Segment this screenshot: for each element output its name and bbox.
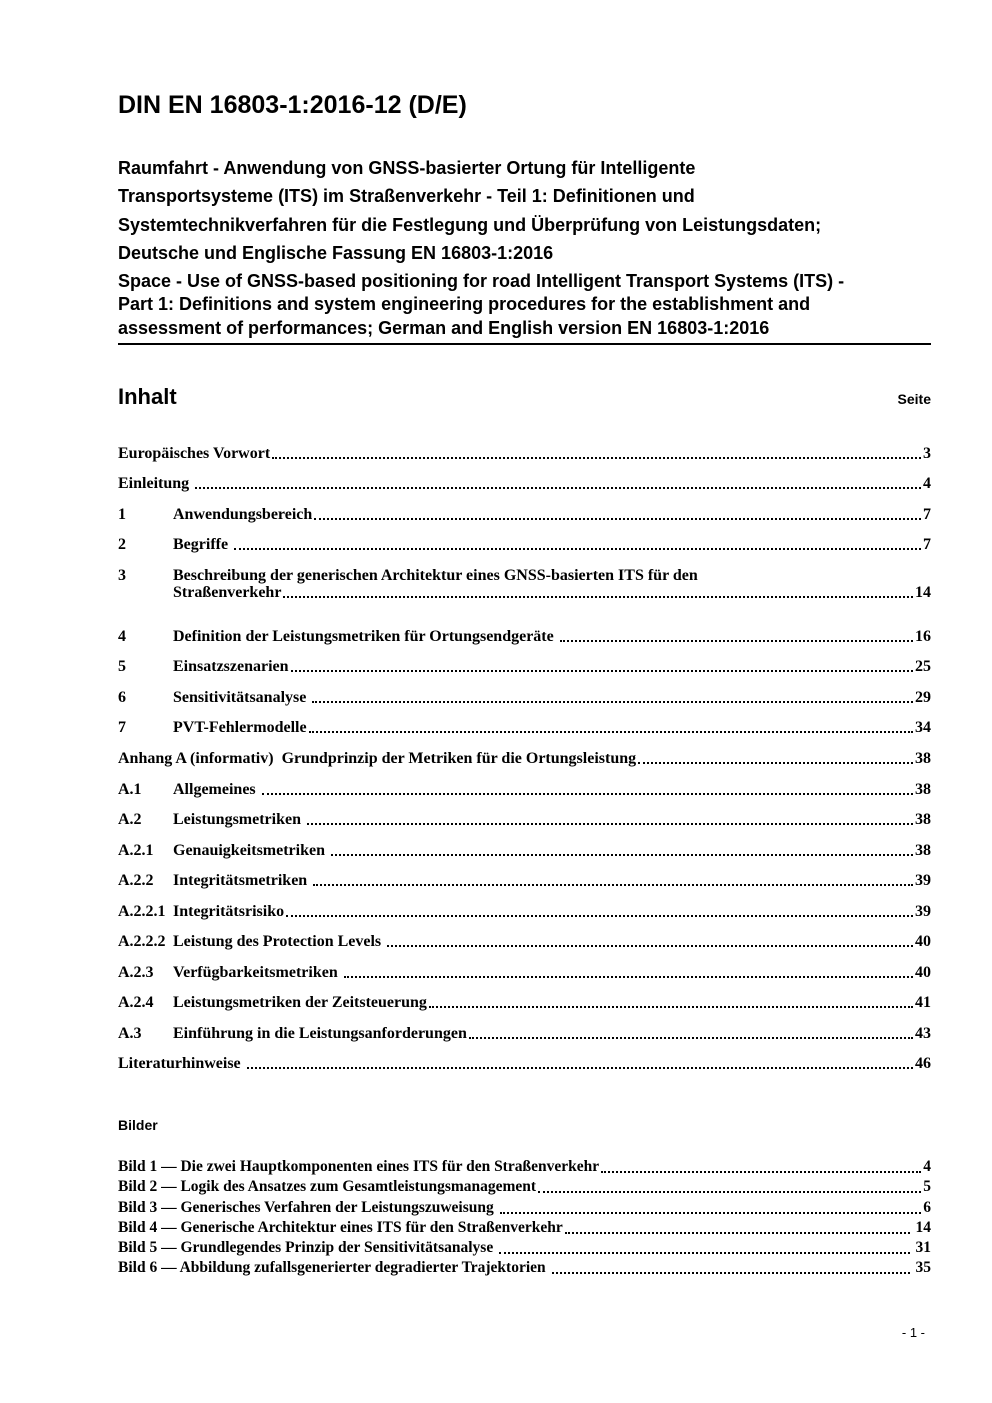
figure-list [118,1156,931,1277]
toc-entry [118,951,931,982]
toc-entry-title: PVT-Fehlermodelle [173,719,307,737]
toc-entry [118,707,931,738]
toc-entry-title: Integritätsmetriken [173,872,312,890]
toc-entry [118,890,931,921]
toc-entry-number: A.2 [118,811,142,829]
toc-entry-page: 7 [923,505,931,523]
toc-entry-page: 38 [915,811,931,829]
toc-entry-page: 39 [915,902,931,920]
title-german-line: Deutsche und Englische Fassung EN 16803-1:2016 [118,242,554,263]
toc-leader-dots [309,731,913,733]
toc-entry [118,432,931,463]
figure-entry-page: 14 [911,1218,931,1236]
toc-leader-dots [312,701,913,703]
toc-leader-dots [262,793,913,795]
toc-entry-title: Anwendungsbereich [173,505,313,523]
figure-entry-title: Bild 3 — Generisches Verfahren der Leistungszuweisung [118,1198,498,1216]
toc-entry-title: Europäisches Vorwort [118,444,271,462]
toc-entry [118,1012,931,1043]
figure-entry [118,1196,931,1216]
toc-leader-dots [291,670,913,672]
toc-entry-page: 38 [915,841,931,859]
toc-entry [118,737,931,768]
toc-leader-dots [286,915,913,917]
toc-leader-dots [638,762,913,764]
toc-leader-dots [387,945,913,947]
title-german-line: Transportsysteme (ITS) im Straßenverkehr - Teil 1: Definitionen und [118,186,695,207]
toc-entry-title: Genauigkeitsmetriken [173,841,329,859]
toc-entry-number: A.2.2.1 [118,902,166,920]
toc-entry-number: 7 [118,719,126,737]
toc-leader-dots [469,1037,913,1039]
toc-entry [118,799,931,830]
toc-entry-page: 3 [923,444,931,462]
toc-entry-number: 6 [118,688,126,706]
page-number-footer: - 1 - [901,1325,925,1340]
toc-entry-page: 46 [915,1055,931,1073]
figure-entry [118,1257,931,1277]
toc-entry [118,768,931,799]
toc-entry-number: A.2.2.2 [118,933,166,951]
toc-entry-number: A.3 [118,1024,142,1042]
toc-entry-title: Leistungsmetriken [173,811,305,829]
toc-entry-page: 7 [923,536,931,554]
figure-entry-title: Bild 2 — Logik des Ansatzes zum Gesamtleistungsmanagement [118,1178,537,1196]
toc-leader-dots [313,884,913,886]
figure-leader-dots [565,1232,910,1234]
toc-entry-number: A.2.1 [118,841,154,859]
title-english-line: Space - Use of GNSS-based positioning for road Intelligent Transport Systems (ITS) - [118,271,845,291]
figure-entry-page: 5 [923,1178,931,1196]
toc-leader-dots [331,854,913,856]
toc-entry [118,921,931,952]
figure-entry-page: 35 [911,1259,931,1277]
figure-entry-page: 31 [911,1238,931,1256]
toc-leader-dots [429,1006,913,1008]
toc-entry-title: Verfügbarkeitsmetriken [173,963,342,981]
toc-leader-dots [283,596,913,598]
toc-entry-page: 29 [915,688,931,706]
toc-leader-dots [560,640,913,642]
figure-leader-dots [601,1171,921,1173]
toc-entry-page: 41 [915,994,931,1012]
toc-entry-number: 4 [118,627,126,645]
figures-heading: Bilder [118,1117,158,1133]
toc-entry-number: 3 [118,566,126,584]
toc-leader-dots [195,487,921,489]
figure-entry-title: Bild 1 — Die zwei Hauptkomponenten eines ITS für den Straßenverkehr [118,1158,600,1176]
title-german-line: Raumfahrt - Anwendung von GNSS-basierter Ortung für Intelligente [118,158,696,178]
toc-entry-title: Leistung des Protection Levels [173,933,386,951]
title-english-line: assessment of performances; German and English version EN 16803-1:2016 [118,317,770,338]
divider-line [118,343,931,345]
figure-entry-title: Bild 6 — Abbildung zufallsgenerierter degradierter Trajektorien [118,1259,550,1277]
figure-entry-title: Bild 4 — Generische Architektur eines ITS für den Straßenverkehr [118,1218,563,1236]
document-number: DIN EN 16803-1:2016-12 (D/E) [118,91,467,119]
title-german [118,154,931,267]
toc-entry-page: 16 [915,627,931,645]
toc-leader-dots [247,1067,913,1069]
toc-entry-number: 1 [118,505,126,523]
toc-list [118,432,931,1073]
toc-entry-title: Integritätsrisiko [173,902,285,920]
toc-entry-page: 4 [923,475,931,493]
toc-entry-page: 14 [915,583,931,601]
toc-entry-number: A.2.2 [118,872,154,890]
toc-entry [118,554,931,615]
toc-entry-page: 39 [915,872,931,890]
figure-entry-page: 6 [923,1198,931,1216]
toc-entry-title: Leistungsmetriken der Zeitsteuerung [173,994,427,1012]
figure-entry [118,1156,931,1176]
toc-leader-dots [314,518,921,520]
toc-entry [118,524,931,555]
figure-leader-dots [538,1191,921,1193]
figure-entry-title: Bild 5 — Grundlegendes Prinzip der Sensitivitätsanalyse [118,1238,498,1256]
contents-heading: Inhalt [118,384,177,409]
figure-leader-dots [552,1272,910,1274]
toc-entry-number: A.2.4 [118,994,154,1012]
toc-leader-dots [272,457,921,459]
toc-entry [118,615,931,646]
page-column-label: Seite [897,391,931,407]
toc-entry-title: Einsatzszenarien [173,658,289,676]
title-english [118,270,931,340]
title-english-line: Part 1: Definitions and system engineering procedures for the establishment and [118,294,811,315]
toc-entry-title: Allgemeines [173,780,260,798]
toc-entry-page: 34 [915,719,931,737]
toc-entry-title-continued: Straßenverkehr [173,583,282,601]
toc-entry-page: 40 [915,963,931,981]
toc-entry [118,676,931,707]
toc-entry-title: Beschreibung der generischen Architektur eines GNSS-basierten ITS für den [173,566,698,584]
toc-entry-title: Sensitivitätsanalyse [173,688,311,706]
toc-entry-title: Einführung in die Leistungsanforderungen [173,1024,467,1042]
toc-leader-dots [234,548,921,550]
toc-entry [118,493,931,524]
toc-entry [118,646,931,677]
toc-entry [118,982,931,1013]
toc-leader-dots [307,823,913,825]
toc-entry-page: 38 [915,780,931,798]
toc-entry-page: 38 [915,750,931,768]
contents-header [118,384,931,410]
toc-entry-title: Literaturhinweise [118,1055,245,1073]
toc-entry-title: Einleitung [118,475,194,493]
figure-entry [118,1217,931,1237]
toc-entry [118,860,931,891]
toc-entry [118,829,931,860]
figure-leader-dots [499,1252,910,1254]
toc-entry-number: A.1 [118,780,142,798]
toc-entry-page: 43 [915,1024,931,1042]
figure-entry [118,1237,931,1257]
figure-entry [118,1176,931,1196]
toc-entry-page: 40 [915,933,931,951]
figure-leader-dots [500,1212,922,1214]
figure-entry-page: 4 [923,1158,931,1176]
toc-leader-dots [344,976,913,978]
toc-entry-number: 5 [118,658,126,676]
toc-entry-number: 2 [118,536,126,554]
title-german-line: Systemtechnikverfahren für die Festlegung und Überprüfung von Leistungsdaten; [118,214,822,235]
toc-entry-title: Anhang A (informativ) Grundprinzip der Metriken für die Ortungsleistung [118,750,637,768]
toc-entry-number: A.2.3 [118,963,154,981]
toc-entry-page: 25 [915,658,931,676]
toc-entry [118,463,931,494]
toc-entry-title: Begriffe [173,536,233,554]
toc-entry-title: Definition der Leistungsmetriken für Ortungsendgeräte [173,627,558,645]
toc-entry [118,1043,931,1074]
